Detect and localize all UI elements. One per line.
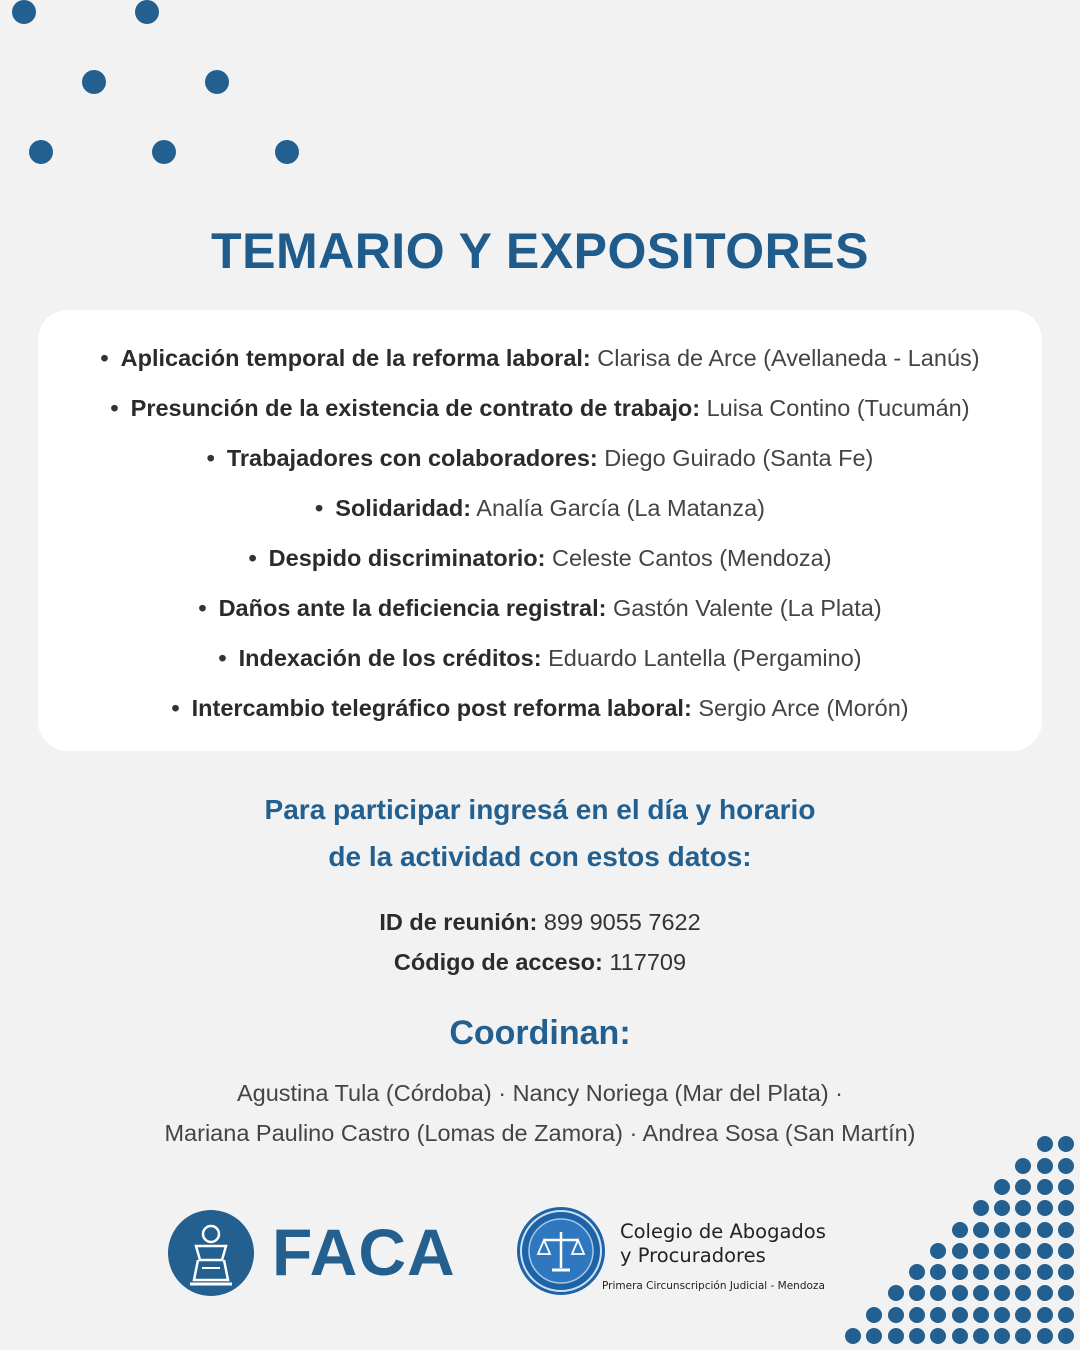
decor-dot xyxy=(1058,1200,1074,1216)
decor-dot xyxy=(994,1243,1010,1259)
meeting-id-value: 899 9055 7622 xyxy=(543,909,701,935)
decor-dot xyxy=(1037,1307,1053,1323)
colegio-name-line-2: y Procuradores xyxy=(620,1244,766,1267)
topic-name: Despido discriminatorio: xyxy=(268,545,546,571)
access-code-value: 117709 xyxy=(609,949,687,975)
topic-item xyxy=(38,490,1042,540)
decor-dot xyxy=(29,140,53,164)
decor-dot xyxy=(1037,1328,1053,1344)
decor-dot xyxy=(930,1307,946,1323)
decor-dot xyxy=(1037,1200,1053,1216)
decor-dot xyxy=(973,1307,989,1323)
decor-dot xyxy=(952,1328,968,1344)
meeting-id-row xyxy=(0,902,1080,942)
decor-dot xyxy=(1015,1222,1031,1238)
topic-item xyxy=(38,390,1042,440)
topic-item xyxy=(38,340,1042,390)
decor-dot xyxy=(952,1307,968,1323)
coordinators-line-2: Mariana Paulino Castro (Lomas de Zamora) · Andrea Sosa (San Martín) xyxy=(164,1120,916,1146)
coordinators-line-1: Agustina Tula (Córdoba) · Nancy Noriega (Mar del Plata) · xyxy=(236,1080,844,1106)
decor-dot xyxy=(973,1243,989,1259)
decor-dot xyxy=(888,1328,904,1344)
decor-dot xyxy=(1015,1179,1031,1195)
decor-dot xyxy=(1058,1179,1074,1195)
decor-dot xyxy=(866,1307,882,1323)
topic-item xyxy=(38,640,1042,690)
decor-dot xyxy=(909,1264,925,1280)
decor-dot xyxy=(994,1285,1010,1301)
decor-dot xyxy=(12,0,36,24)
decor-dot xyxy=(152,140,176,164)
decor-dot xyxy=(888,1307,904,1323)
decor-dot xyxy=(952,1243,968,1259)
decor-dot xyxy=(909,1328,925,1344)
topic-item xyxy=(38,590,1042,640)
participation-instructions xyxy=(0,786,1080,880)
decor-dot xyxy=(1037,1285,1053,1301)
decor-dot xyxy=(82,70,106,94)
decorative-dots-top-left xyxy=(0,0,320,180)
decor-dot xyxy=(275,140,299,164)
decor-dot xyxy=(1058,1328,1074,1344)
decor-dot xyxy=(952,1285,968,1301)
decor-dot xyxy=(973,1222,989,1238)
topic-speaker: Luisa Contino (Tucumán) xyxy=(706,395,970,421)
topic-item xyxy=(38,690,1042,740)
decor-dot xyxy=(973,1328,989,1344)
access-code-row xyxy=(0,942,1080,982)
page-title: TEMARIO Y EXPOSITORES xyxy=(211,223,869,279)
decor-dot xyxy=(1015,1328,1031,1344)
decor-dot xyxy=(1058,1222,1074,1238)
bullet: • xyxy=(100,345,109,371)
bullet: • xyxy=(198,595,207,621)
decor-dot xyxy=(1015,1307,1031,1323)
decor-dot xyxy=(1037,1243,1053,1259)
topic-name: Presunción de la existencia de contrato de trabajo: xyxy=(130,395,701,421)
decor-dot xyxy=(973,1285,989,1301)
bullet: • xyxy=(171,695,180,721)
topic-name: Trabajadores con colaboradores: xyxy=(226,445,598,471)
decor-dot xyxy=(1037,1179,1053,1195)
decor-dot xyxy=(1015,1285,1031,1301)
decor-dot xyxy=(1058,1307,1074,1323)
topic-speaker: Sergio Arce (Morón) xyxy=(698,695,909,721)
decor-dot xyxy=(1058,1285,1074,1301)
decor-dot xyxy=(930,1328,946,1344)
decor-dot xyxy=(135,0,159,24)
decor-dot xyxy=(1037,1158,1053,1174)
colegio-subtitle: Primera Circunscripción Judicial - Mendoza xyxy=(602,1280,825,1292)
decorative-dot-pattern-bottom-right xyxy=(830,1130,1080,1350)
decor-dot xyxy=(973,1200,989,1216)
access-code-label: Código de acceso: xyxy=(393,949,603,975)
bullet: • xyxy=(206,445,215,471)
faca-emblem-icon xyxy=(168,1210,254,1296)
decor-dot xyxy=(994,1264,1010,1280)
topic-name: Daños ante la deficiencia registral: xyxy=(218,595,607,621)
decor-dot xyxy=(909,1307,925,1323)
topics-card xyxy=(38,310,1042,751)
decor-dot xyxy=(994,1307,1010,1323)
bullet: • xyxy=(248,545,257,571)
participation-line-2: de la actividad con estos datos: xyxy=(328,841,752,872)
decor-dot xyxy=(888,1285,904,1301)
participation-line-1: Para participar ingresá en el día y horario xyxy=(264,794,816,825)
coordinators-title: Coordinan: xyxy=(449,1014,631,1052)
decor-dot xyxy=(1015,1158,1031,1174)
topic-speaker: Diego Guirado (Santa Fe) xyxy=(604,445,874,471)
decor-dot xyxy=(1058,1264,1074,1280)
bullet: • xyxy=(218,645,227,671)
topic-speaker: Clarisa de Arce (Avellaneda - Lanús) xyxy=(597,345,980,371)
decor-dot xyxy=(1015,1243,1031,1259)
topic-list xyxy=(38,310,1042,740)
decor-dot xyxy=(952,1222,968,1238)
meeting-details xyxy=(0,902,1080,982)
colegio-name xyxy=(620,1220,826,1268)
topic-speaker: Analía García (La Matanza) xyxy=(476,495,765,521)
topic-speaker: Eduardo Lantella (Pergamino) xyxy=(548,645,862,671)
decor-dot xyxy=(973,1264,989,1280)
topic-item xyxy=(38,440,1042,490)
meeting-id-label: ID de reunión: xyxy=(379,909,538,935)
bullet: • xyxy=(315,495,324,521)
decor-dot xyxy=(909,1285,925,1301)
topic-name: Intercambio telegráfico post reforma laboral: xyxy=(191,695,692,721)
decor-dot xyxy=(1058,1243,1074,1259)
decor-dot xyxy=(1015,1264,1031,1280)
faca-logo-text: FACA xyxy=(272,1215,456,1289)
decor-dot xyxy=(1058,1158,1074,1174)
decor-dot xyxy=(1037,1222,1053,1238)
decor-dot xyxy=(1037,1264,1053,1280)
topic-name: Solidaridad: xyxy=(335,495,472,521)
colegio-seal-icon xyxy=(516,1206,606,1296)
decor-dot xyxy=(205,70,229,94)
decor-dot xyxy=(866,1328,882,1344)
decor-dot xyxy=(994,1200,1010,1216)
decor-dot xyxy=(930,1285,946,1301)
decor-dot xyxy=(930,1264,946,1280)
topic-name: Aplicación temporal de la reforma laboral: xyxy=(120,345,591,371)
colegio-name-line-1: Colegio de Abogados xyxy=(620,1220,826,1243)
decor-dot xyxy=(845,1328,861,1344)
decor-dot xyxy=(952,1264,968,1280)
topic-name: Indexación de los créditos: xyxy=(238,645,542,671)
decor-dot xyxy=(994,1179,1010,1195)
decor-dot xyxy=(994,1328,1010,1344)
bullet: • xyxy=(110,395,119,421)
topic-speaker: Celeste Cantos (Mendoza) xyxy=(552,545,832,571)
topic-speaker: Gastón Valente (La Plata) xyxy=(612,595,882,621)
decor-dot xyxy=(930,1243,946,1259)
decor-dot xyxy=(1015,1200,1031,1216)
decor-dot xyxy=(994,1222,1010,1238)
topic-item xyxy=(38,540,1042,590)
